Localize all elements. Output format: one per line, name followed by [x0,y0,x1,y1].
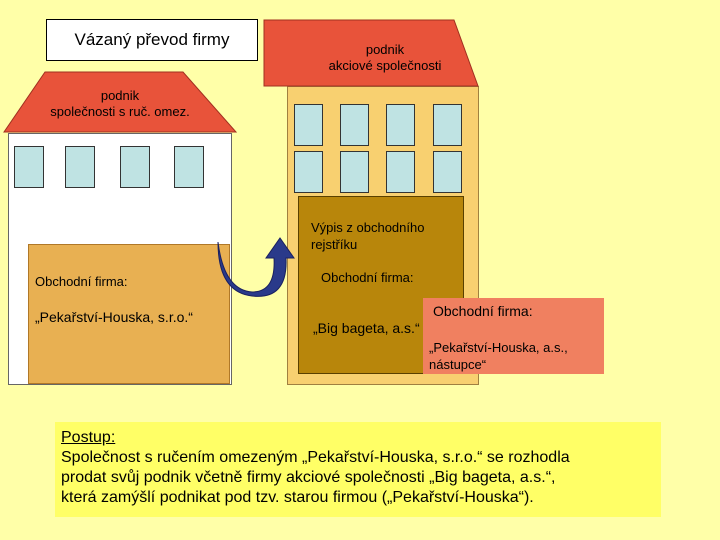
right-roof-label-line2: akciové společnosti [328,58,442,73]
successor-firm-value-line2: nástupce“ [429,357,487,372]
transfer-arrow-body [218,238,294,296]
left-firm-value: „Pekařství-Houska, s.r.o.“ [35,309,193,325]
right-roof-label-line1: podnik [365,42,405,57]
left-roof-label-line1: podnik [100,88,140,103]
procedure-heading: Postup: [61,429,116,446]
successor-firm-box [423,298,604,374]
left-firm-panel [28,244,230,384]
register-label [311,219,424,253]
register-label-line1: Výpis z obchodního [311,220,425,235]
procedure-line2: prodat svůj podnik včetně firmy akciové společnosti „Big bageta, a.s.“, [61,469,556,486]
left-window [120,146,150,188]
right-window [386,104,415,146]
left-window [14,146,44,188]
right-roof-label [305,42,465,74]
left-window [65,146,95,188]
register-label-line2: rejstříku [311,237,358,252]
right-window [294,104,323,146]
left-firm-label: Obchodní firma: [35,274,128,289]
successor-firm-value [429,339,568,373]
right-window [340,104,369,146]
diagram-title [46,19,258,61]
left-window [174,146,204,188]
transfer-arrow [214,232,298,298]
left-roof-label [20,88,220,120]
diagram-title-text: Vázaný převod firmy [74,30,230,49]
procedure-line1: Společnost s ručením omezeným „Pekařství-Houska, s.r.o.“ se rozhodla [61,449,570,466]
procedure-text-box [55,422,661,517]
right-window [433,104,462,146]
right-window [294,151,323,193]
right-window [386,151,415,193]
right-window [340,151,369,193]
right-firm-label: Obchodní firma: [321,270,414,285]
right-firm-value: „Big bageta, a.s.“ [313,320,420,336]
successor-firm-label: Obchodní firma: [433,303,533,319]
right-window [433,151,462,193]
procedure-line3: která zamýšlí podnikat pod tzv. starou firmou („Pekařství-Houska“). [61,489,534,506]
left-roof-label-line2: společnosti s ruč. omez. [50,104,190,119]
successor-firm-value-line1: „Pekařství-Houska, a.s., [429,340,568,355]
